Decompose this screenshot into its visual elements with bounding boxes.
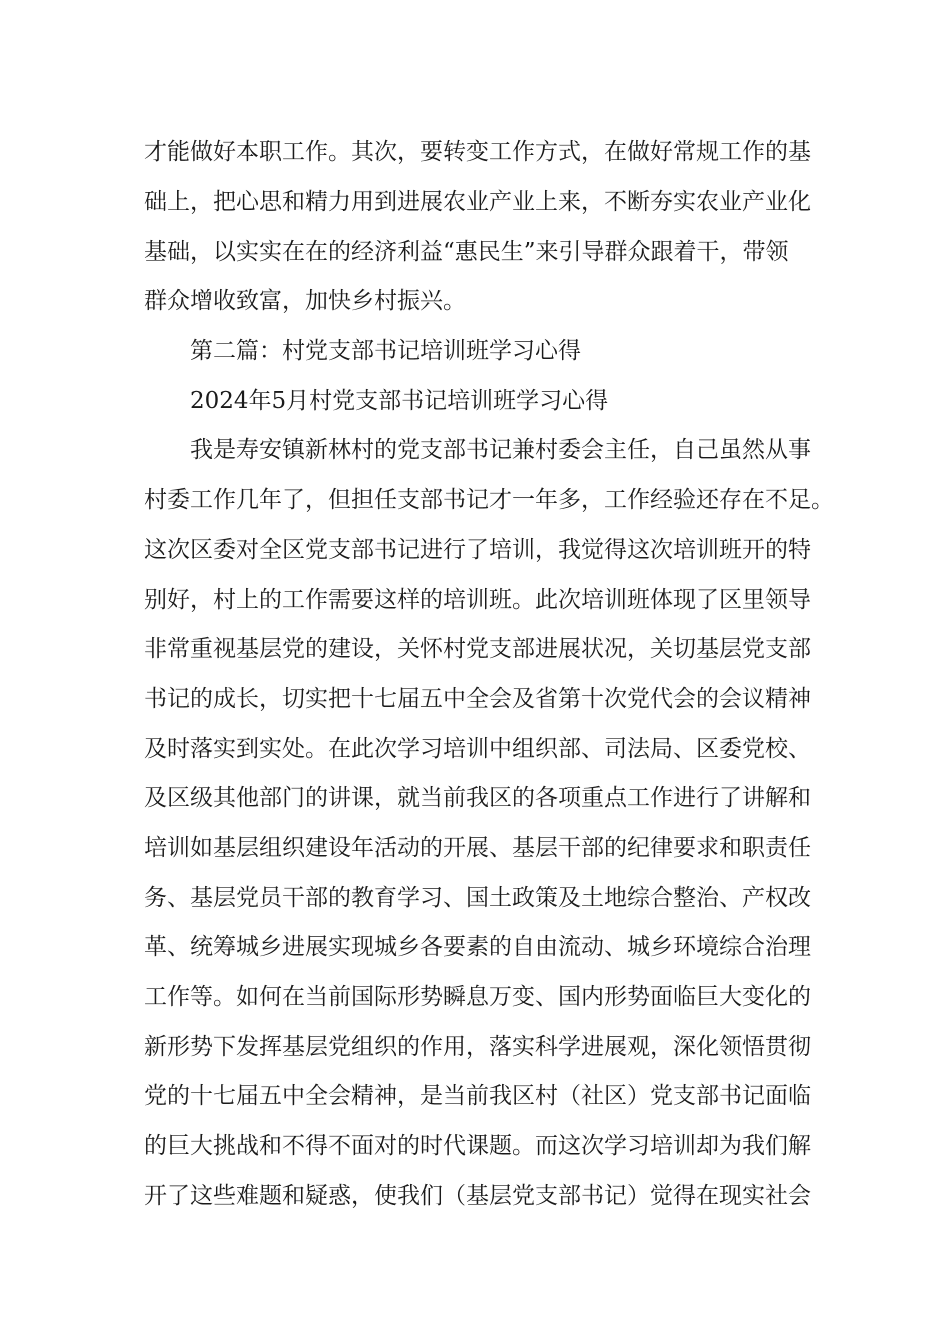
paragraph-line: 新形势下发挥基层党组织的作用，落实科学进展观，深化领悟贯彻 — [144, 1034, 811, 1060]
paragraph-line: 革、统筹城乡进展实现城乡各要素的自由流动、城乡环境综合治理 — [144, 934, 811, 960]
paragraph-line: 及时落实到实处。在此次学习培训中组织部、司法局、区委党校、 — [144, 736, 811, 762]
paragraph-line: 培训如基层组织建设年活动的开展、基层干部的纪律要求和职责任 — [144, 835, 811, 861]
article-title: 2024年5月村党支部书记培训班学习心得 — [190, 388, 609, 414]
paragraph-line: 的巨大挑战和不得不面对的时代课题。而这次学习培训却为我们解 — [144, 1133, 811, 1159]
paragraph-line: 非常重视基层党的建设，关怀村党支部进展状况，关切基层党支部 — [144, 636, 811, 662]
paragraph-line: 书记的成长，切实把十七届五中全会及省第十次党代会的会议精神 — [144, 686, 811, 712]
paragraph-line: 及区级其他部门的讲课，就当前我区的各项重点工作进行了讲解和 — [144, 785, 811, 811]
paragraph-line: 村委工作几年了，但担任支部书记才一年多，工作经验还存在不足。 — [144, 487, 834, 513]
section-heading: 第二篇：村党支部书记培训班学习心得 — [190, 338, 581, 364]
paragraph-line: 务、基层党员干部的教育学习、国土政策及土地综合整治、产权改 — [144, 885, 811, 911]
paragraph-line: 才能做好本职工作。其次，要转变工作方式，在做好常规工作的基 — [144, 139, 811, 165]
paragraph-line: 基础，以实实在在的经济利益“惠民生”来引导群众跟着干，带领 — [144, 239, 789, 265]
paragraph-line: 我是寿安镇新林村的党支部书记兼村委会主任，自己虽然从事 — [190, 437, 811, 463]
paragraph-line: 工作等。如何在当前国际形势瞬息万变、国内形势面临巨大变化的 — [144, 984, 811, 1010]
paragraph-line: 开了这些难题和疑惑，使我们（基层党支部书记）觉得在现实社会 — [144, 1183, 811, 1209]
paragraph-line: 础上，把心思和精力用到进展农业产业上来，不断夯实农业产业化 — [144, 189, 811, 215]
paragraph-line: 群众增收致富，加快乡村振兴。 — [144, 288, 466, 314]
paragraph-line: 别好，村上的工作需要这样的培训班。此次培训班体现了区里领导 — [144, 587, 811, 613]
paragraph-line: 这次区委对全区党支部书记进行了培训，我觉得这次培训班开的特 — [144, 537, 811, 563]
paragraph-line: 党的十七届五中全会精神，是当前我区村（社区）党支部书记面临 — [144, 1083, 811, 1109]
